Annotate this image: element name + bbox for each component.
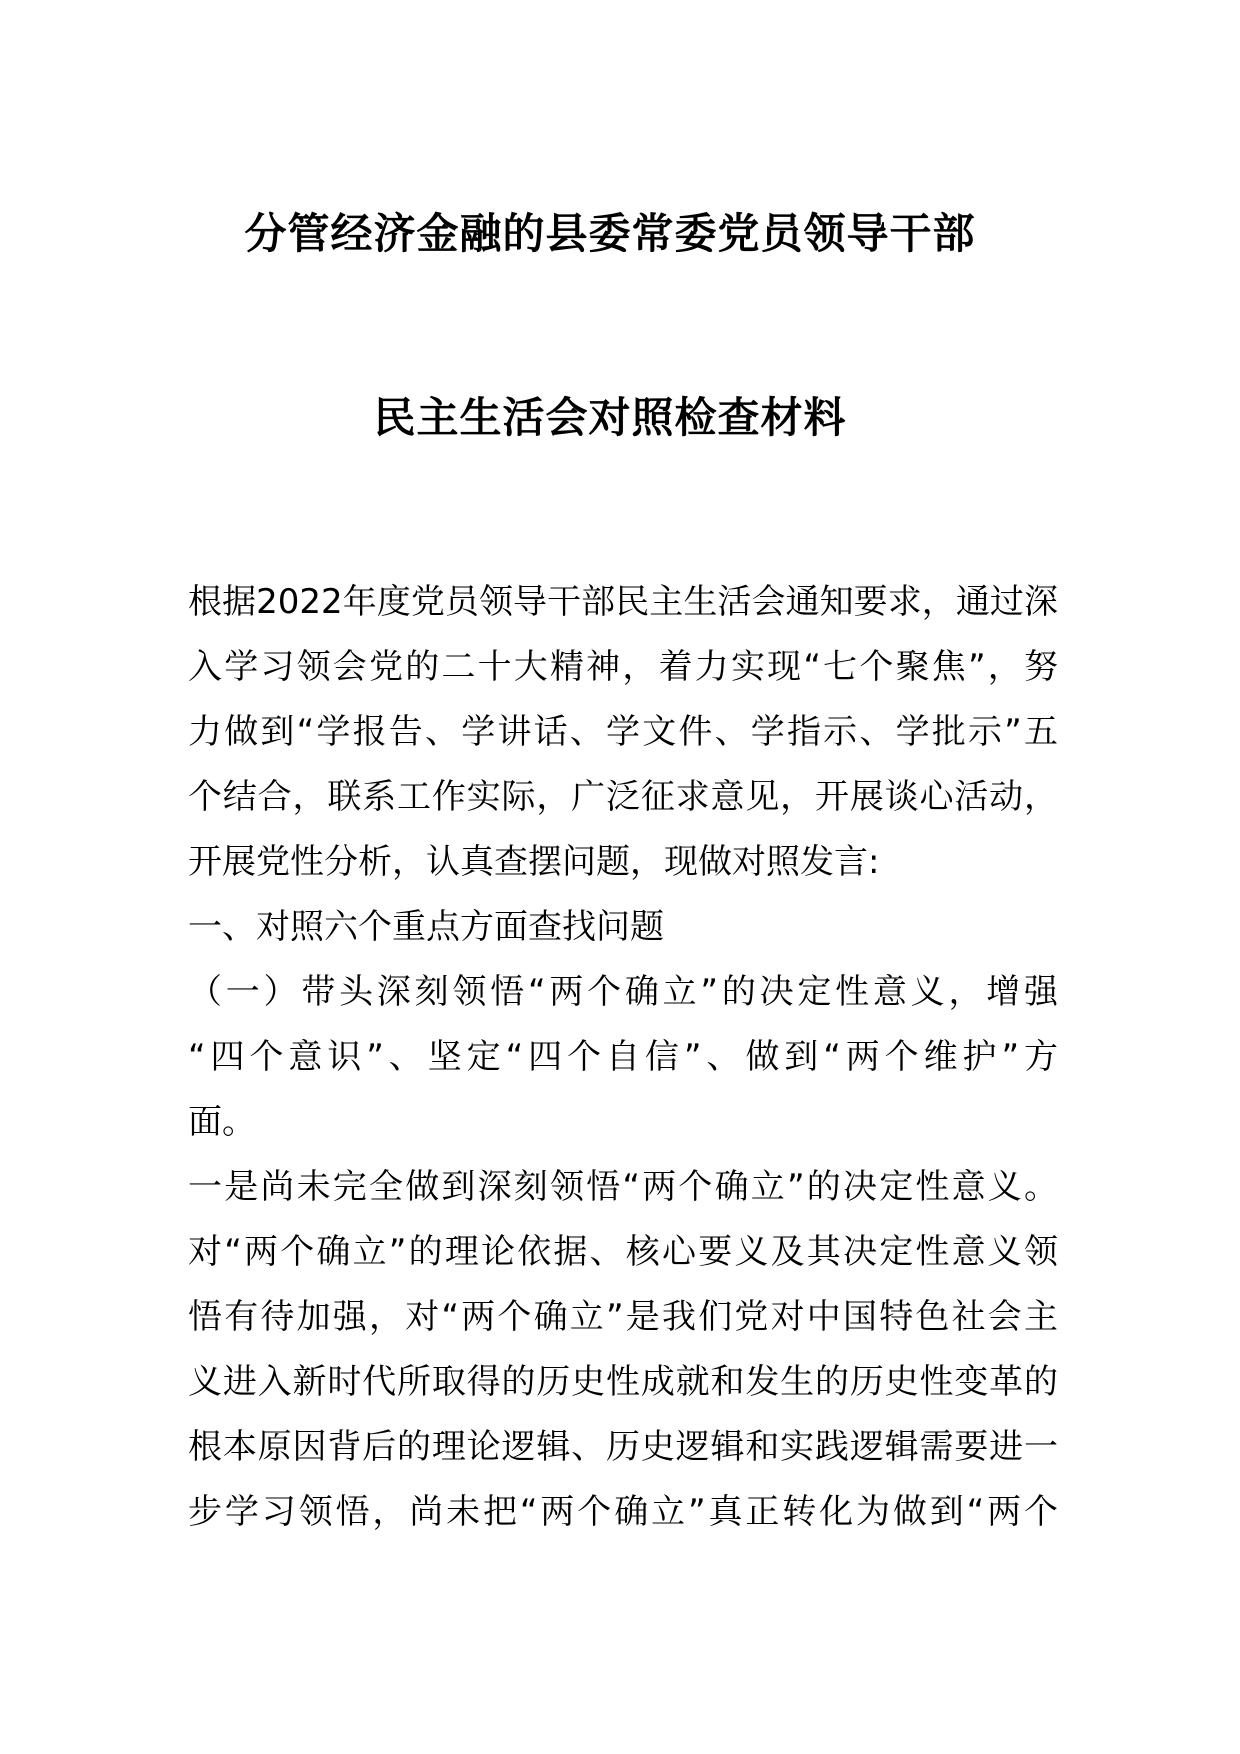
body-line: 根本原因背后的理论逻辑、历史逻辑和实践逻辑需要进一	[188, 1427, 1058, 1467]
body-line: 步学习领悟，尚未把“两个确立”真正转化为做到“两个	[188, 1492, 1058, 1532]
body-line: “四个意识”、坚定“四个自信”、做到“两个维护”方	[188, 1037, 1058, 1077]
document-title-line-2: 民主生活会对照检查材料	[373, 393, 847, 442]
body-line: 对“两个确立”的理论依据、核心要义及其决定性意义领	[188, 1232, 1058, 1272]
body-line: 一、对照六个重点方面查找问题	[188, 907, 664, 947]
document-body	[188, 570, 1058, 1545]
body-line: （一）带头深刻领悟“两个确立”的决定性意义，增强	[188, 972, 1058, 1012]
document-title-line-1: 分管经济金融的县委常委党员领导干部	[244, 209, 976, 258]
body-line: 悟有待加强，对“两个确立”是我们党对中国特色社会主	[188, 1297, 1058, 1337]
body-line: 义进入新时代所取得的历史性成就和发生的历史性变革的	[188, 1362, 1058, 1402]
body-line: 面。	[188, 1102, 256, 1142]
body-line: 根据2022年度党员领导干部民主生活会通知要求，通过深	[188, 582, 1058, 622]
body-line: 一是尚未完全做到深刻领悟“两个确立”的决定性意义。	[188, 1167, 1058, 1207]
body-line: 开展党性分析，认真查摆问题，现做对照发言:	[188, 842, 880, 882]
body-line: 入学习领会党的二十大精神，着力实现“七个聚焦”，努	[188, 647, 1058, 687]
body-line: 力做到“学报告、学讲话、学文件、学指示、学批示”五	[188, 712, 1058, 752]
body-line: 个结合，联系工作实际，广泛征求意见，开展谈心活动，	[188, 777, 1058, 817]
